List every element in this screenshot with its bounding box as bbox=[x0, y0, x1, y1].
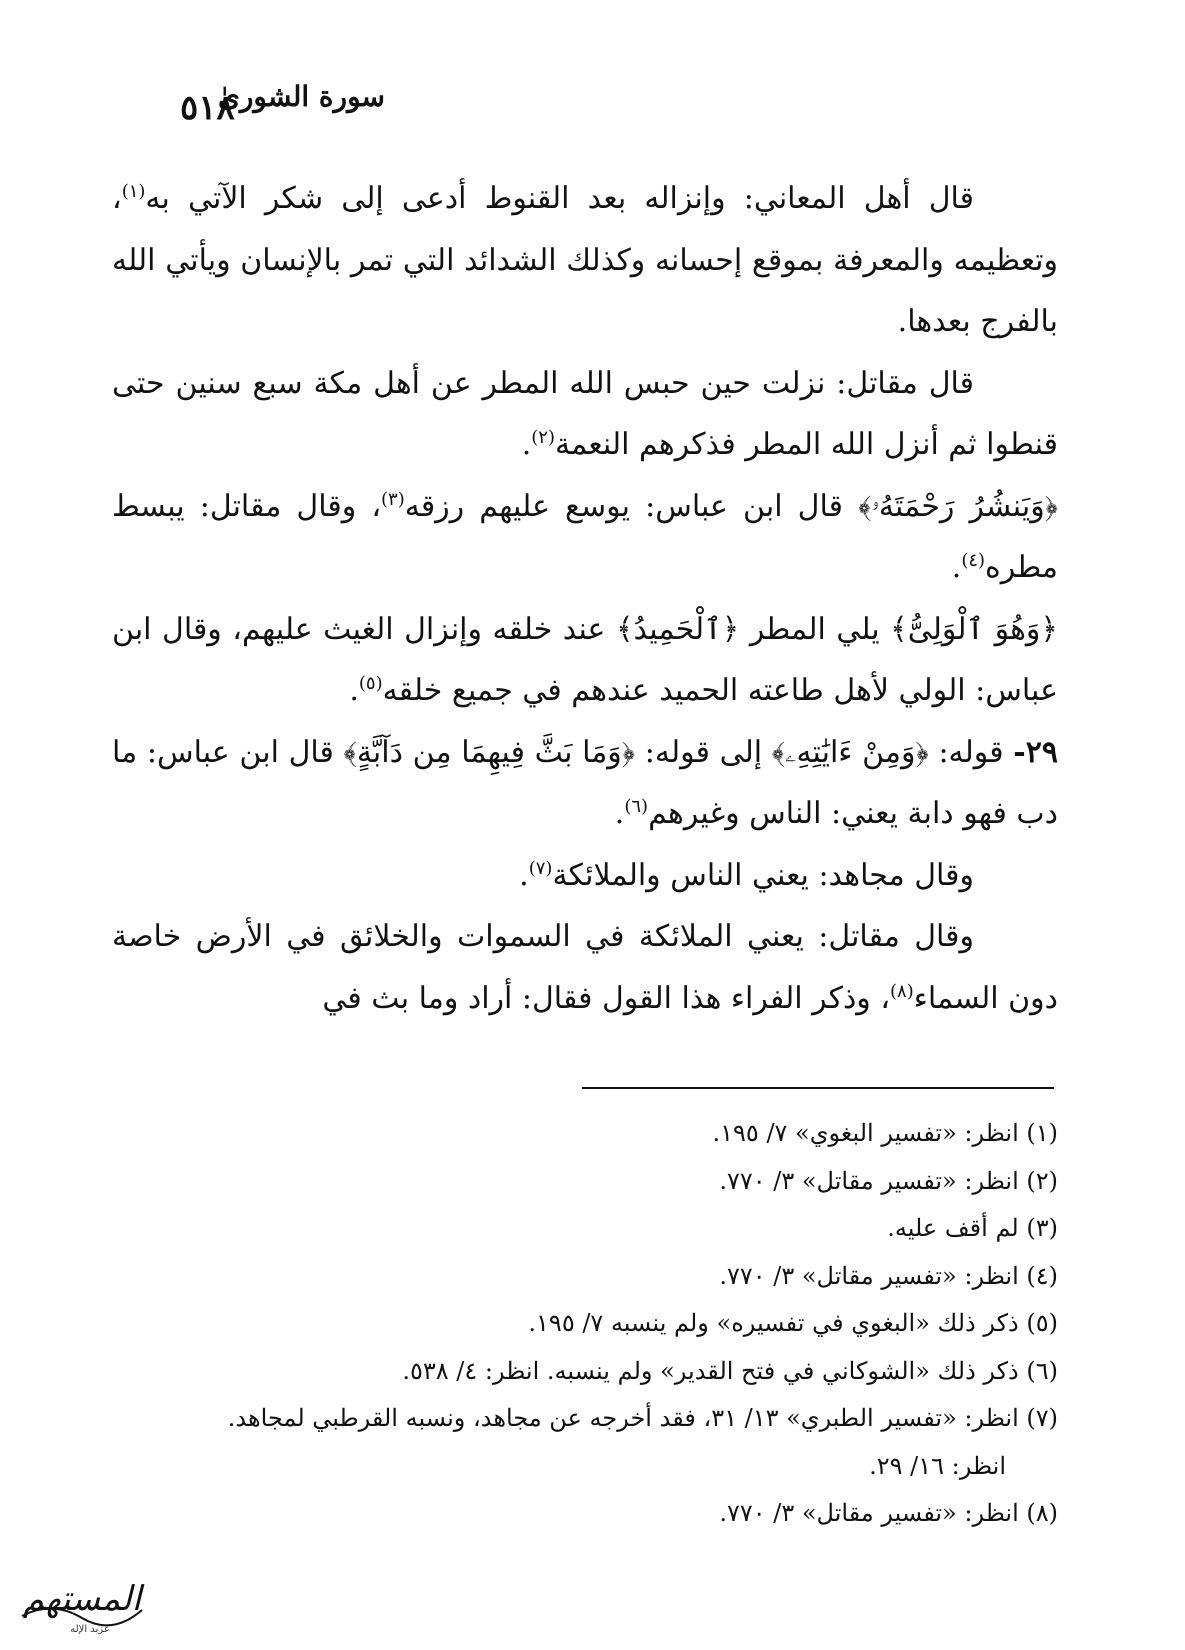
paragraph-text: إلى قوله: bbox=[635, 734, 772, 770]
quran-verse: ﴿وَمَا بَثَّ فِيهِمَا مِن دَآبَّةٍ﴾ bbox=[343, 734, 636, 770]
paragraph-text: قال مقاتل: نزلت حين حبس الله المطر عن أهل مكة سبع سنين حتى قنطوا ثم أنزل الله المطر فذكرهم النعمة bbox=[112, 365, 1058, 462]
paragraph-3 bbox=[112, 476, 1058, 599]
paragraph-text: ، وذكر الفراء هذا القول فقال: أراد وما بث في bbox=[322, 980, 891, 1016]
paragraph-text: قال ابن عباس: ما دب فهو دابة يعني: الناس وغيرهم bbox=[112, 734, 1058, 831]
footnote-ref-7: (٧) bbox=[528, 857, 553, 879]
paragraph-2 bbox=[112, 353, 1058, 476]
footnote-5: (٥) ذكر ذلك «البغوي في تفسيره» ولم ينسبه ٧/ ١٩٥. bbox=[528, 1309, 1058, 1337]
page-number: ٥١٨ bbox=[180, 88, 235, 128]
footnote-divider bbox=[582, 1087, 1054, 1089]
verse-number: ٢٩- bbox=[1013, 734, 1058, 770]
footnotes bbox=[100, 1110, 1058, 1538]
quran-verse: ﴿وَيَنشُرُ رَحْمَتَهُۥ﴾ bbox=[858, 488, 1058, 524]
footnote-ref-8: (٨) bbox=[890, 980, 914, 1002]
footnote-4: (٤) انظر: «تفسير مقاتل» ٣/ ٧٧٠. bbox=[719, 1261, 1058, 1290]
footnote-ref-5: (٥) bbox=[358, 673, 383, 694]
surah-title: سورة الشورىٰ bbox=[217, 80, 385, 113]
quran-verse: ﴿ٱلْحَمِيدُ﴾ bbox=[615, 611, 740, 647]
paragraph-text: قوله: bbox=[928, 734, 1014, 770]
paragraph-text: وقال مجاهد: يعني الناس والملائكة bbox=[552, 857, 974, 893]
footnote-3: (٣) لم أقف عليه. bbox=[887, 1214, 1058, 1242]
footnote-7: (٧) انظر: «تفسير الطبري» ١٣/ ٣١، فقد أخرجه عن مجاهد، ونسبه القرطبي لمجاهد. bbox=[227, 1404, 1058, 1432]
paragraph-6 bbox=[112, 845, 1058, 907]
footnote-7-continuation: انظر: ١٦/ ٢٩. bbox=[869, 1451, 1006, 1480]
footnote-2: (٢) انظر: «تفسير مقاتل» ٣/ ٧٧٠. bbox=[719, 1166, 1058, 1195]
paragraph-text: قال ابن عباس: يوسع عليهم رزقه bbox=[404, 488, 859, 524]
footnote-ref-4: (٤) bbox=[961, 550, 986, 571]
paragraph-7 bbox=[112, 906, 1058, 1029]
quran-verse: ﴿وَهُوَ ٱلْوَلِىُّ﴾ bbox=[890, 611, 1058, 647]
main-text bbox=[112, 168, 1058, 1029]
paragraph-text: وقال مقاتل: يعني الملائكة في السموات والخلائق في الأرض خاصة دون السماء bbox=[112, 919, 1058, 1016]
footnote-6: (٦) ذكر ذلك «الشوكاني في فتح القدير» ولم ينسبه. انظر: ٤/ ٥٣٨. bbox=[402, 1356, 1058, 1385]
footnote-1: (١) انظر: «تفسير البغوي» ٧/ ١٩٥. bbox=[712, 1119, 1058, 1147]
quran-verse: ﴿وَمِنْ ءَايَٰتِهِۦ﴾ bbox=[771, 734, 929, 770]
stamp-small-text: عزبد الإله bbox=[70, 1624, 110, 1635]
paragraph-text: يلي المطر bbox=[739, 611, 891, 647]
footnote-ref-1: (١) bbox=[121, 181, 146, 202]
paragraph-text: . bbox=[349, 673, 359, 708]
paragraph-text: . bbox=[951, 550, 962, 585]
paragraph-text: ، وقال مقاتل: يبسط مطره bbox=[112, 488, 1058, 585]
publisher-stamp-logo bbox=[12, 1560, 152, 1640]
paragraph-text: قال أهل المعاني: وإنزاله بعد القنوط أدعى إلى شكر الآتي به bbox=[145, 181, 974, 216]
paragraph-text: عند خلقه وإنزال الغيث عليهم، وقال ابن عباس: الولي لأهل طاعته الحميد عندهم في جميع خلقه bbox=[112, 611, 1058, 708]
paragraph-text: . bbox=[519, 857, 529, 893]
paragraph-text: . bbox=[614, 796, 625, 831]
footnote-ref-3: (٣) bbox=[381, 488, 405, 510]
footnote-ref-2: (٢) bbox=[531, 427, 555, 448]
paragraph-1 bbox=[112, 168, 1058, 353]
footnote-8: (٨) انظر: «تفسير مقاتل» ٣/ ٧٧٠. bbox=[719, 1499, 1058, 1527]
paragraph-text: . bbox=[521, 427, 532, 462]
paragraph-text: ، وتعظيمه والمعرفة بموقع إحسانه وكذلك الشدائد التي تمر بالإنسان ويأتي الله بالفرج بعدها. bbox=[112, 181, 1058, 339]
paragraph-5 bbox=[112, 722, 1058, 845]
footnote-ref-6: (٦) bbox=[624, 796, 649, 817]
stamp-main-text: المستهم bbox=[22, 1579, 142, 1619]
page-header bbox=[0, 70, 1185, 130]
paragraph-4 bbox=[112, 599, 1058, 722]
